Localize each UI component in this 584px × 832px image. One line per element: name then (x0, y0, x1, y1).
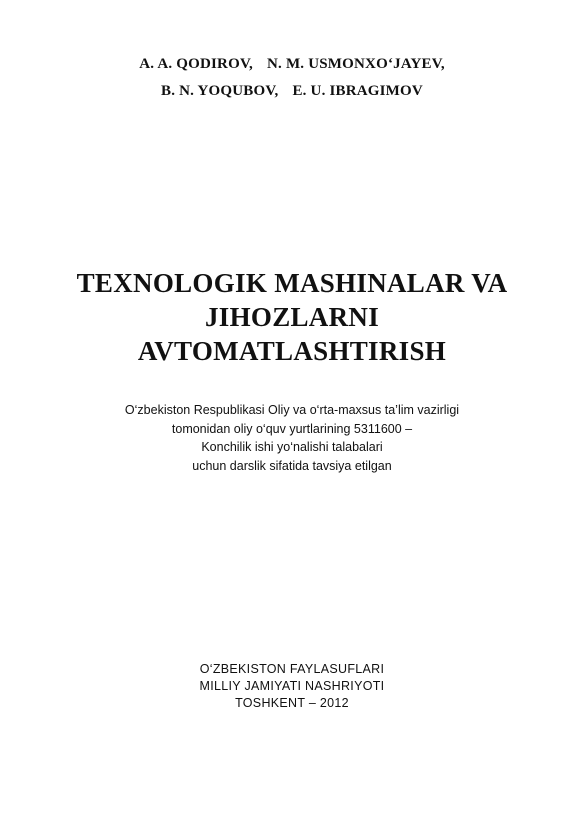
book-title-line: AVTOMATLASHTIRISH (137, 336, 447, 366)
approval-line: tomonidan oliy o‘quv yurtlarining 5311600 – (171, 421, 413, 436)
publisher-line: MILLIY JAMIYATI NASHRIYOTI (199, 679, 385, 693)
author-name: B. N. YOQUBOV, (161, 83, 279, 99)
author-name: E. U. IBRAGIMOV (292, 83, 423, 99)
book-title (0, 266, 584, 368)
author-name: N. M. USMONXO‘JAYEV, (267, 56, 445, 72)
book-title-line: TEXNOLOGIK MASHINALAR VA (76, 268, 508, 298)
author-name: A. A. QODIROV, (139, 56, 254, 72)
book-title-line: JIHOZLARNI (204, 302, 380, 332)
authors-line-1 (0, 51, 584, 78)
approval-line: O‘zbekiston Respublikasi Oliy va o‘rta-maxsus ta’lim vazirligi (124, 403, 460, 417)
publisher-line: O‘ZBEKISTON FAYLASUFLARI (199, 662, 385, 676)
authors-line-2 (0, 78, 584, 105)
approval-line: Konchilik ishi yo‘nalishi talabalari (201, 440, 383, 454)
publisher-block (0, 661, 584, 712)
approval-line: uchun darslik sifatida tavsiya etilgan (192, 458, 392, 473)
authors-block (0, 51, 584, 105)
approval-note (0, 401, 584, 475)
publisher-line: TOSHKENT – 2012 (235, 696, 349, 710)
